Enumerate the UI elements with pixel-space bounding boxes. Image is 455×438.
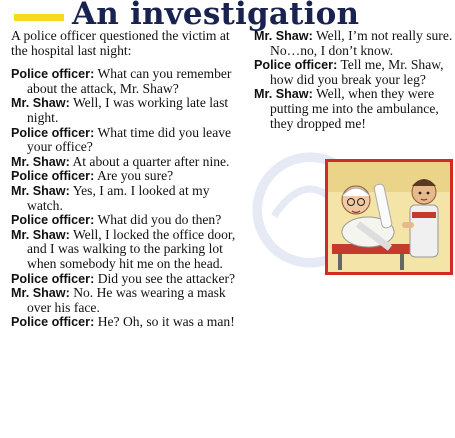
- ambulance-scene-icon: [328, 162, 450, 272]
- dialogue-turn: [11, 213, 247, 228]
- dialogue-text: Are you sure?: [96, 168, 174, 184]
- right-column: [254, 29, 454, 131]
- speaker-label: Police officer:: [11, 169, 95, 184]
- speaker-label: Police officer:: [11, 271, 95, 286]
- speaker-label: Police officer:: [11, 125, 95, 140]
- dialogue-turn: [11, 286, 247, 315]
- dialogue-turn: [11, 67, 247, 96]
- speaker-label: Mr. Shaw:: [254, 29, 313, 43]
- dialogue-text: Yes, I am. I looked at my watch.: [27, 182, 210, 213]
- left-column: [11, 29, 247, 330]
- dialogue-turn: [254, 58, 454, 87]
- speaker-label: Mr. Shaw:: [11, 183, 70, 198]
- dialogue-list-right: [254, 29, 454, 131]
- dialogue-text: Did you see the attacker?: [97, 270, 236, 286]
- speaker-label: Police officer:: [11, 67, 95, 82]
- speaker-label: Mr. Shaw:: [254, 87, 313, 102]
- dialogue-text: Tell me, Mr. Shaw, how did you break your leg?: [270, 57, 444, 87]
- dialogue-turn: [254, 29, 454, 58]
- dialogue-turn: [11, 126, 247, 155]
- dialogue-turn: [11, 315, 247, 330]
- page-title: An investigation: [72, 0, 360, 32]
- dialogue-turn: [11, 169, 247, 184]
- dialogue-text: What did you do then?: [97, 212, 222, 228]
- speaker-label: Police officer:: [11, 315, 95, 330]
- dialogue-turn: [11, 155, 247, 170]
- dialogue-text: Well, I locked the office door, and I was walking to the parking lot when somebody hit me on the head.: [27, 226, 236, 271]
- title-accent-bar: [14, 14, 64, 21]
- dialogue-text: At about a quarter after nine.: [72, 153, 230, 169]
- dialogue-text: Well, I’m not really sure. No…no, I don’t know.: [270, 28, 453, 58]
- dialogue-turn: [254, 87, 454, 131]
- speaker-label: Police officer:: [254, 58, 338, 73]
- dialogue-turn: [11, 184, 247, 213]
- ambulance-illustration: [325, 159, 453, 275]
- dialogue-text: What can you remember about the attack, Mr. Shaw?: [27, 66, 232, 96]
- speaker-label: Mr. Shaw:: [11, 227, 70, 242]
- intro-text: A police officer questioned the victim at the hospital last night:: [11, 28, 230, 58]
- dialogue-text: What time did you leave your office?: [27, 124, 232, 155]
- speaker-label: Mr. Shaw:: [11, 96, 70, 111]
- dialogue-text: Well, I was working late last night.: [27, 95, 229, 125]
- dialogue-turn: [11, 228, 247, 272]
- speaker-label: Mr. Shaw:: [11, 154, 70, 169]
- dialogue-text: Well, when they were putting me into the ambulance, they dropped me!: [270, 86, 439, 131]
- speaker-label: Mr. Shaw:: [11, 286, 70, 301]
- dialogue-text: No. He was wearing a mask over his face.: [27, 285, 226, 315]
- dialogue-turn: [11, 272, 247, 287]
- dialogue-text: He? Oh, so it was a man!: [97, 314, 235, 330]
- dialogue-list-left: [11, 67, 247, 330]
- speaker-label: Police officer:: [11, 213, 95, 228]
- dialogue-turn: [11, 96, 247, 125]
